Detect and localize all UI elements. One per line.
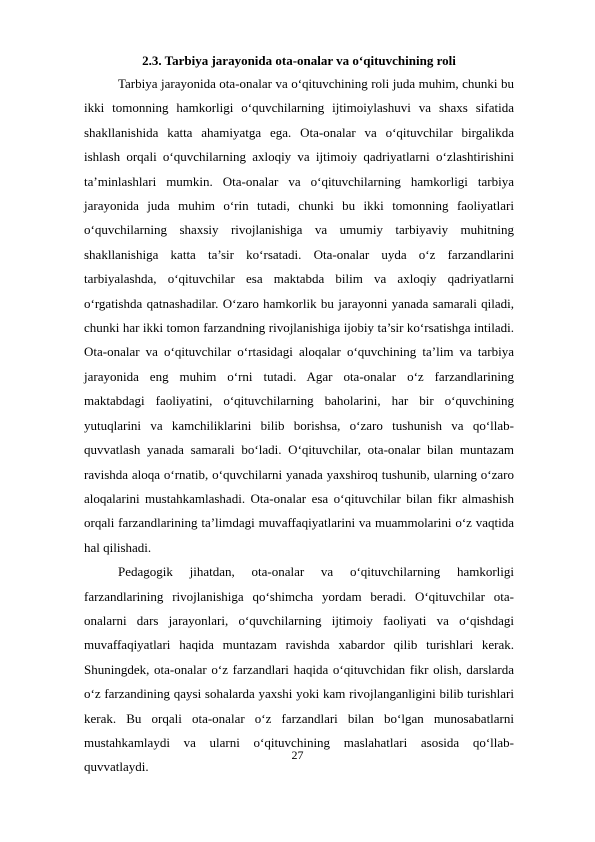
document-body (84, 53, 514, 780)
paragraph-1: Tarbiya jarayonida ota-onalar va o‘qituvchining roli juda muhim, chunki bu ikki tomonning hamkorligi o‘quvchilarning ijtimoiylashuvi va shaxs sifatida shakllanishida katta ahamiyatga ega. Ota-onalar va o‘qituvchilar birgalikda ishlash orqali o‘quvchilarning axloqiy va ijtimoiy qadriyatlarni o‘zlashtirishini ta’minlashlari mumkin. Ota-onalar va o‘qituvchilarning hamkorligi tarbiya jarayonida juda muhim o‘rin tutadi, chunki bu ikki tomonning faoliyatlari o‘quvchilarning shaxsiy rivojlanishiga va umumiy tarbiyaviy muhitning shakllanishiga katta ta’sir ko‘rsatadi. Ota-onalar uyda o‘z farzandlarini tarbiyalashda, o‘qituvchilar esa maktabda bilim va axloqiy qadriyatlarni o‘rgatishda qatnashadilar. O‘zaro hamkorlik bu jarayonni yanada samarali qiladi, chunki har ikki tomon farzandning rivojlanishiga ijobiy ta’sir ko‘rsatishga intiladi. Ota-onalar va o‘qituvchilar o‘rtasidagi aloqalar o‘quvchining ta’lim va tarbiya jarayonida eng muhim o‘rni tutadi. Agar ota-onalar o‘z farzandlarining maktabdagi faoliyatini, o‘qituvchilarning baholarini, har bir o‘quvchining yutuqlarini va kamchiliklarini bilib borishsa, o‘zaro tushunish va qo‘llab-quvvatlash yanada samarali bo‘ladi. O‘qituvchilar, ota-onalar bilan muntazam ravishda aloqa o‘rnatib, o‘quvchilarni yanada yaxshiroq tushunib, ularning o‘zaro aloqalarini mustahkamlashadi. Ota-onalar esa o‘qituvchilar bilan fikr almashish orqali farzandlarining ta’limdagi muvaffaqiyatlarini va muammolarini o‘z vaqtida hal qilishadi. (84, 76, 514, 555)
page-number: 27 (291, 748, 304, 762)
paragraph-2: Pedagogik jihatdan, ota-onalar va o‘qituvchilarning hamkorligi farzandlarining rivojlanishiga qo‘shimcha yordam beradi. O‘qituvchilar ota-onalarni dars jarayonlari, o‘quvchilarning ijtimoiy faoliyati va o‘qishdagi muvaffaqiyatlari haqida muntazam ravishda xabardor qilib turishlari kerak. Shuningdek, ota-onalar o‘z farzandlari haqida o‘qituvchidan fikr olish, darslarda o‘z farzandining qaysi sohalarda yaxshi yoki kam rivojlanganligini bilib turishlari kerak. Bu orqali ota-onalar o‘z farzandlari bilan bo‘lgan munosabatlarni mustahkamlaydi va ularni o‘qituvchining maslahatlari asosida qo‘llab-quvvatlaydi. (84, 564, 514, 775)
section-heading: 2.3. Tarbiya jarayonida ota-onalar va o‘qituvchining roli (142, 53, 456, 68)
